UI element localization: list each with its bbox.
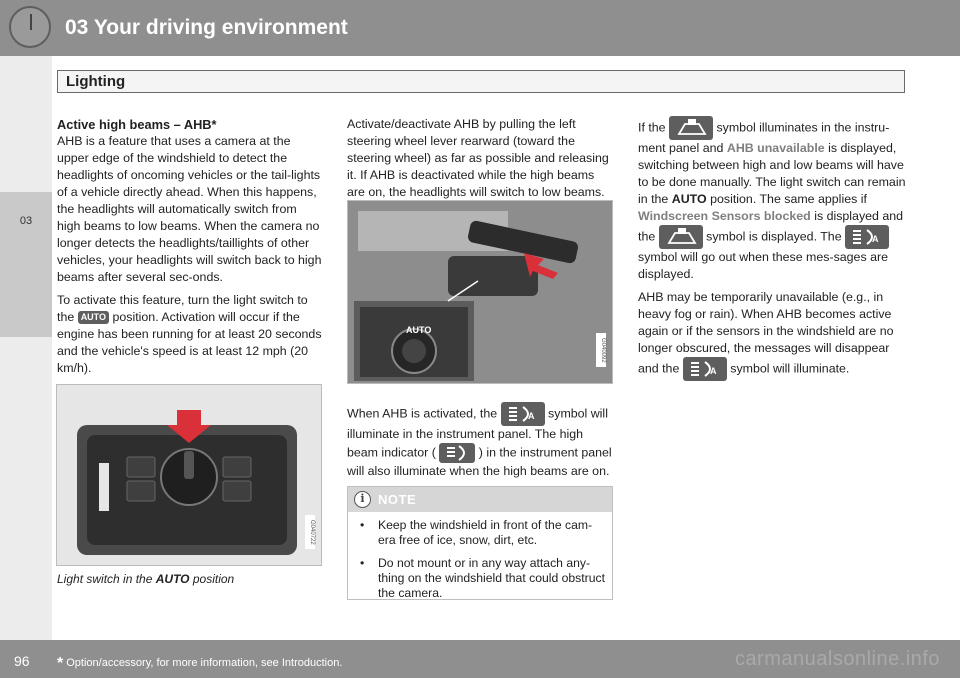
steering-lever-figure bbox=[347, 200, 613, 384]
page-footer bbox=[0, 640, 960, 678]
camera-warning-icon bbox=[669, 116, 713, 140]
watermark: carmanualsonline.info bbox=[734, 648, 940, 670]
light-switch-figure bbox=[56, 384, 322, 566]
note-list bbox=[358, 518, 608, 609]
column-2 bbox=[347, 116, 615, 207]
note-box bbox=[347, 486, 613, 600]
chapter-title: 03 Your driving environment bbox=[65, 16, 348, 39]
auto-symbol: AUTO bbox=[78, 311, 109, 324]
ahb-unavailable-message: AHB unavailable bbox=[726, 141, 825, 155]
page-header bbox=[0, 0, 960, 56]
sensors-blocked-message: Windscreen Sensors blocked bbox=[638, 209, 811, 223]
column-2-lower bbox=[347, 402, 615, 486]
ahb-symbol-icon bbox=[683, 357, 727, 381]
section-bar bbox=[57, 70, 905, 93]
figure-caption: Light switch in the AUTO position bbox=[57, 572, 235, 586]
ahb-symbol-icon bbox=[845, 225, 889, 249]
footnote: * Option/accessory, for more information, see Introduction. bbox=[57, 655, 343, 672]
ahb-symbol-icon bbox=[501, 402, 545, 426]
auto-label: AUTO bbox=[406, 325, 432, 335]
figure-code: G040722 bbox=[305, 515, 315, 549]
info-icon: i bbox=[354, 491, 371, 508]
section-title: Lighting bbox=[66, 73, 126, 90]
paragraph-intro: AHB is a feature that uses a camera at the upper edge of the windshield to detect the headlights of oncoming vehicles or the tail-lights of a vehicle directly ahead. When this happens, the headlights will automatically switch from high beams to low beams. When the camera no longer detects the headlights/taillights of other vehicles, your headlights will switch back to high beams after several sec-onds. bbox=[57, 134, 322, 284]
svg-text:A: A bbox=[709, 366, 717, 376]
page-number: 96 bbox=[14, 653, 30, 669]
svg-text:A: A bbox=[872, 234, 879, 244]
column-1 bbox=[57, 116, 323, 383]
paragraph-unavailable: If the symbol illuminates in the instru-ment panel and AHB unavailable is displayed, switching between high and low beams will have to be done manually. The light switch can remain in the AUTO position. The same applies if Windscreen Sensors blocked is displayed and the symbol is displayed. The A symbol will go out when these mes-sages are displayed. bbox=[638, 116, 908, 283]
paragraph-activation: To activate this feature, turn the light switch to the AUTO position. Activation will occur if the engine has been running for at least 20 seconds and the vehicle's speed is at least 12 mph (20 km/h). bbox=[57, 293, 322, 375]
paragraph-lever: Activate/deactivate AHB by pulling the left steering wheel lever rearward (toward the steering wheel) as far as possible and releasing it. If AHB is deactivated while the high beams are on, the headlights will switch to low beams. bbox=[347, 117, 609, 199]
note-header bbox=[348, 487, 612, 512]
figure-code: G040092 bbox=[596, 333, 606, 367]
high-beam-indicator-icon bbox=[439, 443, 475, 463]
section-heading: Active high beams – AHB* bbox=[57, 117, 217, 132]
note-title: NOTE bbox=[378, 492, 417, 507]
speedometer-icon bbox=[9, 6, 51, 48]
note-item: • Keep the windshield in front of the cam-era free of ice, snow, dirt, etc. bbox=[358, 518, 608, 548]
chapter-tab: 03 bbox=[19, 215, 33, 227]
paragraph-ahb-symbol: When AHB is activated, the A symbol will illuminate in the instrument panel. The high beam indicator ( ) in the instrument panel will also illuminate when the high beams are on. bbox=[347, 402, 615, 480]
chapter-strip bbox=[0, 56, 52, 640]
svg-text:A: A bbox=[527, 411, 535, 421]
paragraph-temporary: AHB may be temporarily unavailable (e.g., in heavy fog or rain). When AHB becomes active again or if the sensors in the windshield are no longer obscured, the messages will disappear and the A symbol will illuminate. bbox=[638, 289, 908, 381]
note-item: • Do not mount or in any way attach any-thing on the windshield that could obstruct the camera. bbox=[358, 556, 608, 601]
column-3 bbox=[638, 116, 908, 387]
chapter-marker bbox=[0, 192, 52, 337]
camera-warning-icon bbox=[659, 225, 703, 249]
